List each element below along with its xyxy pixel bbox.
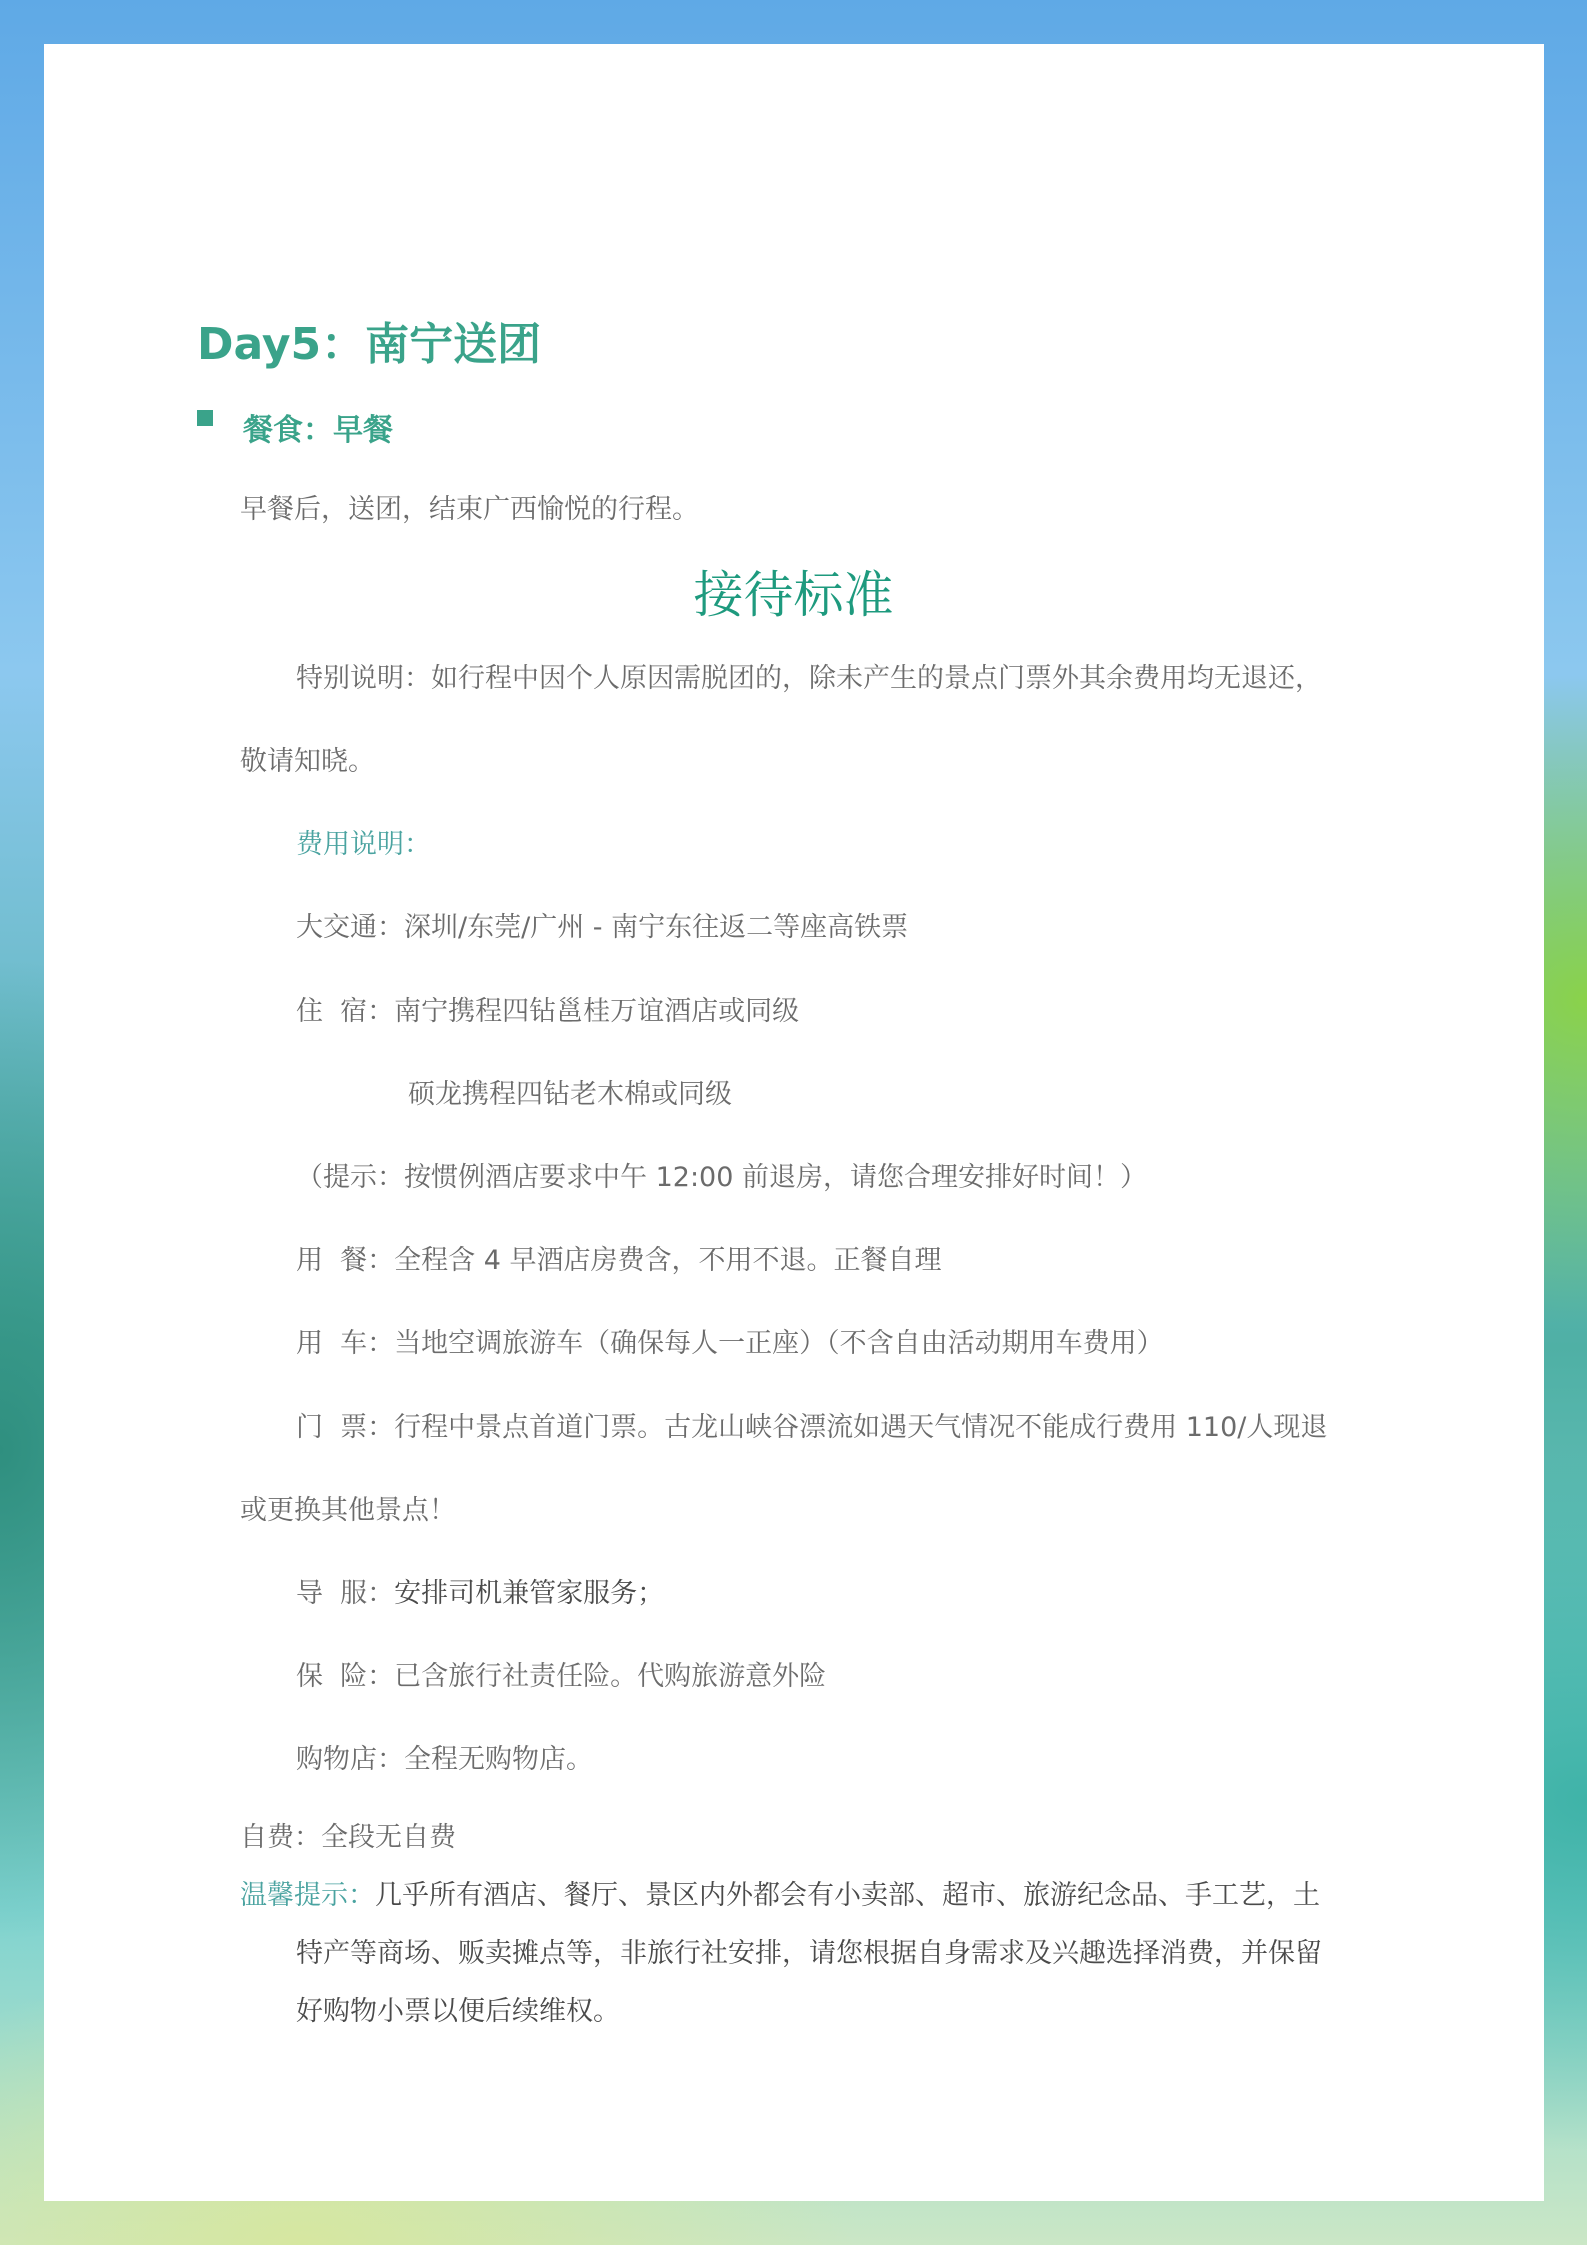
fee-lodging-2: 硕龙携程四钻老木棉或同级 [408,1079,732,1110]
fee-lodging: 住 宿：南宁携程四钻邕桂万谊酒店或同级 [296,996,800,1027]
day-title [197,310,541,380]
meal-row [197,402,393,452]
fee-meals: 用 餐：全程含 4 早酒店房费含，不用不退。正餐自理 [296,1245,942,1276]
day-separator: ： [321,319,366,370]
warm-tip-line-2: 特产等商场、贩卖摊点等，非旅行社安排，请您根据自身需求及兴趣选择消费，并保留 [296,1938,1322,1969]
square-bullet-icon [197,410,213,426]
special-note-line-1: 特别说明：如行程中因个人原因需脱团的，除未产生的景点门票外其余费用均无退还， [296,663,1322,694]
intro-text: 早餐后，送团，结束广西愉悦的行程。 [240,494,699,525]
warm-tip-text-1: 几乎所有酒店、餐厅、景区内外都会有小卖部、超市、旅游纪念品、手工艺，土 [375,1880,1320,1911]
guide-label: 导 服： [296,1578,395,1609]
warm-tip-label: 温馨提示： [240,1880,375,1911]
fee-insurance: 保 险：已含旅行社责任险。代购旅游意外险 [296,1661,827,1692]
section-title: 接待标准 [693,566,894,624]
fee-shopping: 购物店：全程无购物店。 [296,1744,593,1775]
checkout-tip: （提示：按惯例酒店要求中午 12:00 前退房，请您合理安排好时间！） [296,1162,1147,1193]
meal-text: 餐食：早餐 [243,413,393,448]
fee-heading: 费用说明： [296,829,431,860]
self-pay: 自费：全段无自费 [240,1822,456,1853]
fee-tickets-line-2: 或更换其他景点！ [240,1495,456,1526]
day-label: Day5 [197,319,322,370]
fee-guide [296,1574,664,1614]
day-name: 南宁送团 [365,319,542,370]
warm-tip-line-3: 好购物小票以便后续维权。 [296,1996,620,2027]
special-note-line-2: 敬请知晓。 [240,746,375,777]
fee-vehicle: 用 车：当地空调旅游车（确保每人一正座）（不含自由活动期用车费用） [296,1328,1164,1359]
warm-tip-line-1 [240,1876,1320,1916]
fee-transport: 大交通：深圳/东莞/广州 - 南宁东往返二等座高铁票 [296,912,909,943]
guide-value: 安排司机兼管家服务； [394,1578,665,1609]
fee-tickets-line-1: 门 票：行程中景点首道门票。古龙山峡谷漂流如遇天气情况不能成行费用 110/人现退 [296,1412,1328,1443]
